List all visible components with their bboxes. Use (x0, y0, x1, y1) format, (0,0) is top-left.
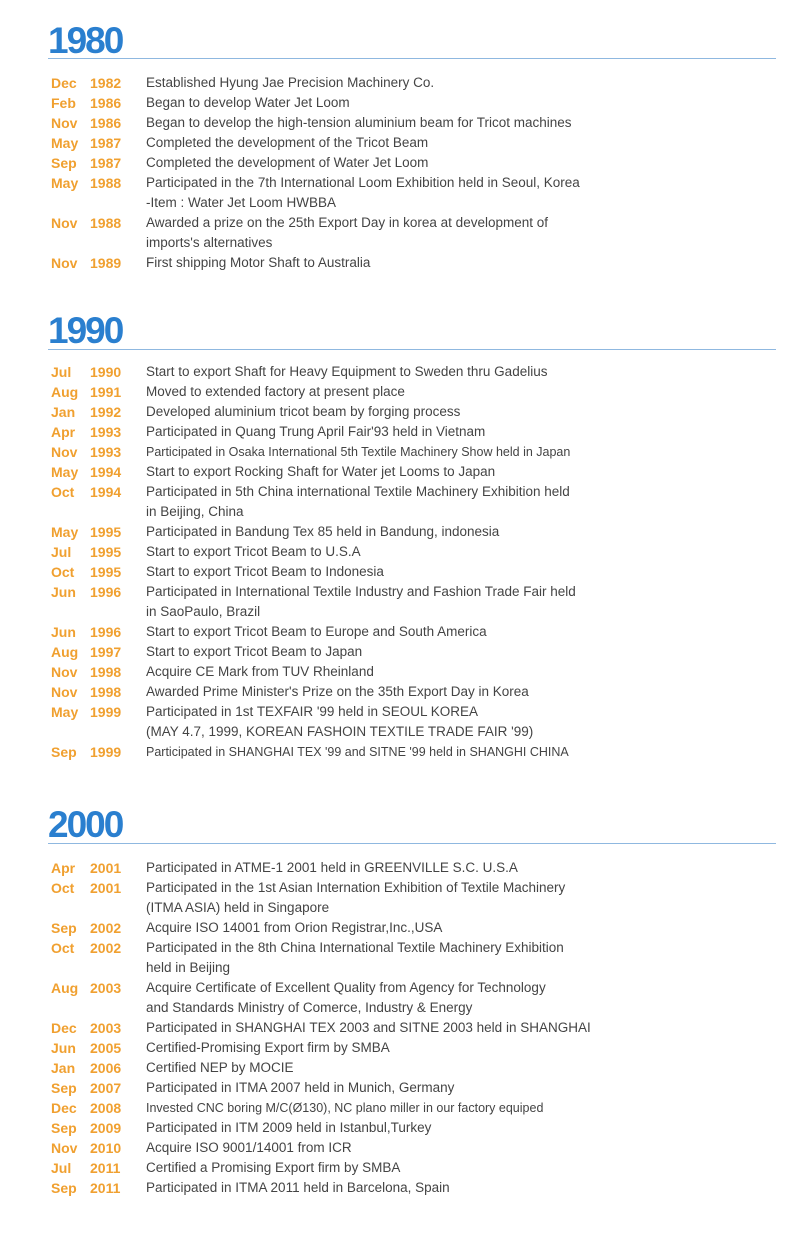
entry-description-line: Participated in SHANGHAI TEX 2003 and SITNE 2003 held in SHANGHAI (146, 1020, 591, 1035)
entry-description-line: -Item : Water Jet Loom HWBBA (146, 195, 337, 210)
entry-month: Jul (51, 364, 72, 380)
entry-description-line: Participated in ITMA 2007 held in Munich, Germany (146, 1080, 455, 1095)
timeline-entry (0, 622, 790, 642)
entry-description-line: Began to develop the high-tension aluminium beam for Tricot machines (146, 115, 572, 130)
entry-month: May (51, 704, 79, 720)
entry-description (146, 253, 606, 273)
entry-description-line: and Standards Ministry of Comerce, Industry & Energy (146, 1000, 473, 1015)
entry-month: Sep (51, 155, 77, 171)
timeline-entry (0, 113, 790, 133)
entry-month: May (51, 464, 79, 480)
entry-description (146, 878, 606, 918)
timeline-entry (0, 362, 790, 382)
timeline-entry (0, 1098, 790, 1118)
entry-month: Jun (51, 1040, 76, 1056)
decade-heading: 2000 (48, 804, 123, 845)
entry-description-line: Completed the development of Water Jet Loom (146, 155, 429, 170)
timeline-entry (0, 422, 790, 442)
entry-description-line: Certified a Promising Export firm by SMBA (146, 1160, 401, 1175)
entry-description (146, 1078, 606, 1098)
entry-description-line: Participated in International Textile Industry and Fashion Trade Fair held (146, 584, 576, 599)
entry-description-line: Start to export Tricot Beam to Indonesia (146, 564, 384, 579)
entry-month: Aug (51, 644, 79, 660)
entry-description (146, 1018, 606, 1038)
entry-description (146, 1098, 606, 1118)
entry-month: Sep (51, 1080, 77, 1096)
entry-description-line: Start to export Tricot Beam to Europe and South America (146, 624, 487, 639)
timeline-entry (0, 662, 790, 682)
entry-month: Oct (51, 880, 75, 896)
entry-month: Sep (51, 744, 77, 760)
entry-description (146, 93, 606, 113)
event-list (0, 858, 790, 1198)
entry-description-line: Participated in the 8th China International Textile Machinery Exhibition (146, 940, 564, 955)
entry-year: 1987 (90, 155, 122, 171)
entry-month: Aug (51, 980, 79, 996)
entry-year: 2008 (90, 1100, 122, 1116)
entry-description-line: Participated in the 1st Asian Internation Exhibition of Textile Machinery (146, 880, 566, 895)
timeline-entry (0, 1058, 790, 1078)
entry-description (146, 742, 606, 762)
entry-description-line: Acquire ISO 9001/14001 from ICR (146, 1140, 352, 1155)
decade-heading: 1990 (48, 310, 123, 351)
timeline-entry (0, 1038, 790, 1058)
entry-description-line: held in Beijing (146, 960, 231, 975)
entry-description (146, 582, 606, 622)
entry-year: 1998 (90, 684, 122, 700)
entry-year: 2006 (90, 1060, 122, 1076)
entry-year: 2003 (90, 980, 122, 996)
timeline-entry (0, 213, 790, 253)
entry-description-line: Start to export Tricot Beam to U.S.A (146, 544, 361, 559)
entry-description-line: Certified-Promising Export firm by SMBA (146, 1040, 390, 1055)
timeline-entry (0, 402, 790, 422)
entry-year: 2002 (90, 940, 122, 956)
entry-description-line: in SaoPaulo, Brazil (146, 604, 261, 619)
entry-month: May (51, 135, 79, 151)
timeline-entry (0, 742, 790, 762)
decade-divider (48, 58, 776, 59)
entry-description (146, 213, 606, 253)
entry-month: Nov (51, 684, 78, 700)
entry-description-line: Start to export Rocking Shaft for Water jet Looms to Japan (146, 464, 496, 479)
entry-description-line: Start to export Tricot Beam to Japan (146, 644, 363, 659)
entry-month: Sep (51, 1180, 77, 1196)
entry-description-line: Completed the development of the Tricot Beam (146, 135, 429, 150)
entry-year: 1982 (90, 75, 122, 91)
timeline-entry (0, 918, 790, 938)
timeline-entry (0, 1078, 790, 1098)
entry-description (146, 73, 606, 93)
entry-year: 1989 (90, 255, 122, 271)
entry-month: Aug (51, 384, 79, 400)
timeline-entry (0, 1138, 790, 1158)
entry-year: 1999 (90, 704, 122, 720)
entry-description-line: Participated in SHANGHAI TEX '99 and SITNE '99 held in SHANGHI CHINA (146, 745, 569, 759)
timeline-entry (0, 978, 790, 1018)
timeline-entry (0, 442, 790, 462)
entry-year: 2009 (90, 1120, 122, 1136)
entry-year: 2001 (90, 880, 122, 896)
entry-description (146, 113, 606, 133)
entry-month: Jun (51, 624, 76, 640)
timeline-entry (0, 582, 790, 622)
entry-year: 1996 (90, 624, 122, 640)
entry-description (146, 858, 606, 878)
entry-description (146, 978, 606, 1018)
timeline-entry (0, 153, 790, 173)
entry-description (146, 642, 606, 662)
entry-description-line: Participated in Osaka International 5th Textile Machinery Show held in Japan (146, 445, 571, 459)
entry-description-line: Acquire Certificate of Excellent Quality from Agency for Technology (146, 980, 546, 995)
entry-year: 1997 (90, 644, 122, 660)
entry-year: 1995 (90, 524, 122, 540)
entry-year: 2003 (90, 1020, 122, 1036)
entry-description (146, 542, 606, 562)
entry-description-line: Participated in Bandung Tex 85 held in Bandung, indonesia (146, 524, 500, 539)
entry-month: Nov (51, 1140, 78, 1156)
entry-description (146, 1038, 606, 1058)
entry-description-line: Participated in ITM 2009 held in Istanbul,Turkey (146, 1120, 432, 1135)
entry-description (146, 1058, 606, 1078)
entry-month: Nov (51, 664, 78, 680)
timeline-entry (0, 253, 790, 273)
entry-description (146, 442, 606, 462)
entry-month: Jan (51, 404, 76, 420)
decade-divider (48, 843, 776, 844)
entry-description-line: imports's alternatives (146, 235, 273, 250)
entry-description-line: Participated in ATME-1 2001 held in GREENVILLE S.C. U.S.A (146, 860, 518, 875)
entry-description (146, 462, 606, 482)
timeline-entry (0, 522, 790, 542)
timeline-entry (0, 938, 790, 978)
timeline-entry (0, 642, 790, 662)
entry-description-line: Participated in the 7th International Loom Exhibition held in Seoul, Korea (146, 175, 580, 190)
entry-month: Apr (51, 860, 76, 876)
entry-description (146, 1178, 606, 1198)
entry-month: Oct (51, 564, 75, 580)
timeline-entry (0, 562, 790, 582)
entry-description-line: Awarded a prize on the 25th Export Day in korea at development of (146, 215, 548, 230)
entry-description (146, 1118, 606, 1138)
timeline-entry (0, 1018, 790, 1038)
entry-description-line: Acquire CE Mark from TUV Rheinland (146, 664, 374, 679)
entry-description-line: Start to export Shaft for Heavy Equipment to Sweden thru Gadelius (146, 364, 548, 379)
timeline-entry (0, 1118, 790, 1138)
timeline-entry (0, 462, 790, 482)
entry-year: 2005 (90, 1040, 122, 1056)
timeline-entry (0, 173, 790, 213)
entry-year: 1988 (90, 175, 122, 191)
entry-description (146, 562, 606, 582)
entry-year: 1993 (90, 444, 122, 460)
entry-description (146, 422, 606, 442)
entry-description (146, 662, 606, 682)
entry-description (146, 173, 606, 213)
entry-year: 1988 (90, 215, 122, 231)
entry-description-line: (ITMA ASIA) held in Singapore (146, 900, 330, 915)
entry-year: 1986 (90, 95, 122, 111)
entry-description-line: Established Hyung Jae Precision Machinery Co. (146, 75, 435, 90)
entry-description (146, 682, 606, 702)
entry-description-line: Participated in 1st TEXFAIR '99 held in SEOUL KOREA (146, 704, 478, 719)
entry-year: 2011 (90, 1180, 121, 1196)
entry-description (146, 918, 606, 938)
entry-description (146, 482, 606, 522)
entry-year: 2007 (90, 1080, 122, 1096)
entry-year: 1994 (90, 484, 122, 500)
entry-description-line: Began to develop Water Jet Loom (146, 95, 350, 110)
entry-year: 1993 (90, 424, 122, 440)
timeline-entry (0, 482, 790, 522)
entry-year: 1999 (90, 744, 122, 760)
timeline-entry (0, 1158, 790, 1178)
entry-description-line: First shipping Motor Shaft to Australia (146, 255, 371, 270)
entry-year: 1986 (90, 115, 122, 131)
event-list (0, 362, 790, 762)
entry-description (146, 402, 606, 422)
entry-month: May (51, 175, 79, 191)
entry-month: Nov (51, 215, 78, 231)
timeline-entry (0, 858, 790, 878)
entry-month: Nov (51, 444, 78, 460)
entry-month: Sep (51, 920, 77, 936)
entry-year: 1992 (90, 404, 122, 420)
entry-month: Nov (51, 255, 78, 271)
entry-description-line: Developed aluminium tricot beam by forging process (146, 404, 461, 419)
entry-description-line: Moved to extended factory at present place (146, 384, 405, 399)
entry-month: Sep (51, 1120, 77, 1136)
timeline-entry (0, 542, 790, 562)
entry-month: Jan (51, 1060, 76, 1076)
entry-month: Jun (51, 584, 76, 600)
timeline-entry (0, 702, 790, 742)
entry-description (146, 1158, 606, 1178)
entry-year: 1994 (90, 464, 122, 480)
entry-description (146, 133, 606, 153)
entry-year: 1987 (90, 135, 122, 151)
entry-description-line: (MAY 4.7, 1999, KOREAN FASHOIN TEXTILE TRADE FAIR '99) (146, 724, 534, 739)
entry-year: 2010 (90, 1140, 122, 1156)
entry-description-line: Participated in Quang Trung April Fair'93 held in Vietnam (146, 424, 486, 439)
entry-description (146, 622, 606, 642)
entry-description-line: Invested CNC boring M/C(Ø130), NC plano miller in our factory equiped (146, 1101, 544, 1115)
entry-year: 2011 (90, 1160, 121, 1176)
entry-description-line: Participated in ITMA 2011 held in Barcelona, Spain (146, 1180, 450, 1195)
entry-month: Dec (51, 1100, 77, 1116)
timeline-entry (0, 133, 790, 153)
entry-description-line: Certified NEP by MOCIE (146, 1060, 294, 1075)
entry-month: Nov (51, 115, 78, 131)
entry-year: 1995 (90, 544, 122, 560)
entry-year: 2002 (90, 920, 122, 936)
entry-description (146, 1138, 606, 1158)
timeline-entry (0, 878, 790, 918)
entry-month: Apr (51, 424, 76, 440)
entry-month: Jul (51, 1160, 72, 1176)
decade-divider (48, 349, 776, 350)
timeline-entry (0, 1178, 790, 1198)
entry-description (146, 938, 606, 978)
decade-heading: 1980 (48, 20, 123, 61)
entry-year: 2001 (90, 860, 122, 876)
entry-month: Jul (51, 544, 72, 560)
entry-month: Feb (51, 95, 76, 111)
entry-year: 1991 (90, 384, 122, 400)
timeline-entry (0, 73, 790, 93)
timeline-entry (0, 382, 790, 402)
entry-description (146, 362, 606, 382)
entry-description-line: Awarded Prime Minister's Prize on the 35th Export Day in Korea (146, 684, 529, 699)
entry-description (146, 382, 606, 402)
entry-description (146, 522, 606, 542)
entry-description-line: Acquire ISO 14001 from Orion Registrar,Inc.,USA (146, 920, 443, 935)
entry-year: 1998 (90, 664, 122, 680)
entry-year: 1995 (90, 564, 122, 580)
entry-description (146, 153, 606, 173)
entry-month: May (51, 524, 79, 540)
entry-year: 1990 (90, 364, 122, 380)
entry-description-line: in Beijing, China (146, 504, 244, 519)
entry-month: Dec (51, 1020, 77, 1036)
timeline-entry (0, 682, 790, 702)
entry-month: Dec (51, 75, 77, 91)
entry-month: Oct (51, 940, 75, 956)
entry-description-line: Participated in 5th China international Textile Machinery Exhibition held (146, 484, 570, 499)
entry-month: Oct (51, 484, 75, 500)
event-list (0, 73, 790, 273)
entry-description (146, 702, 606, 742)
entry-year: 1996 (90, 584, 122, 600)
timeline-entry (0, 93, 790, 113)
